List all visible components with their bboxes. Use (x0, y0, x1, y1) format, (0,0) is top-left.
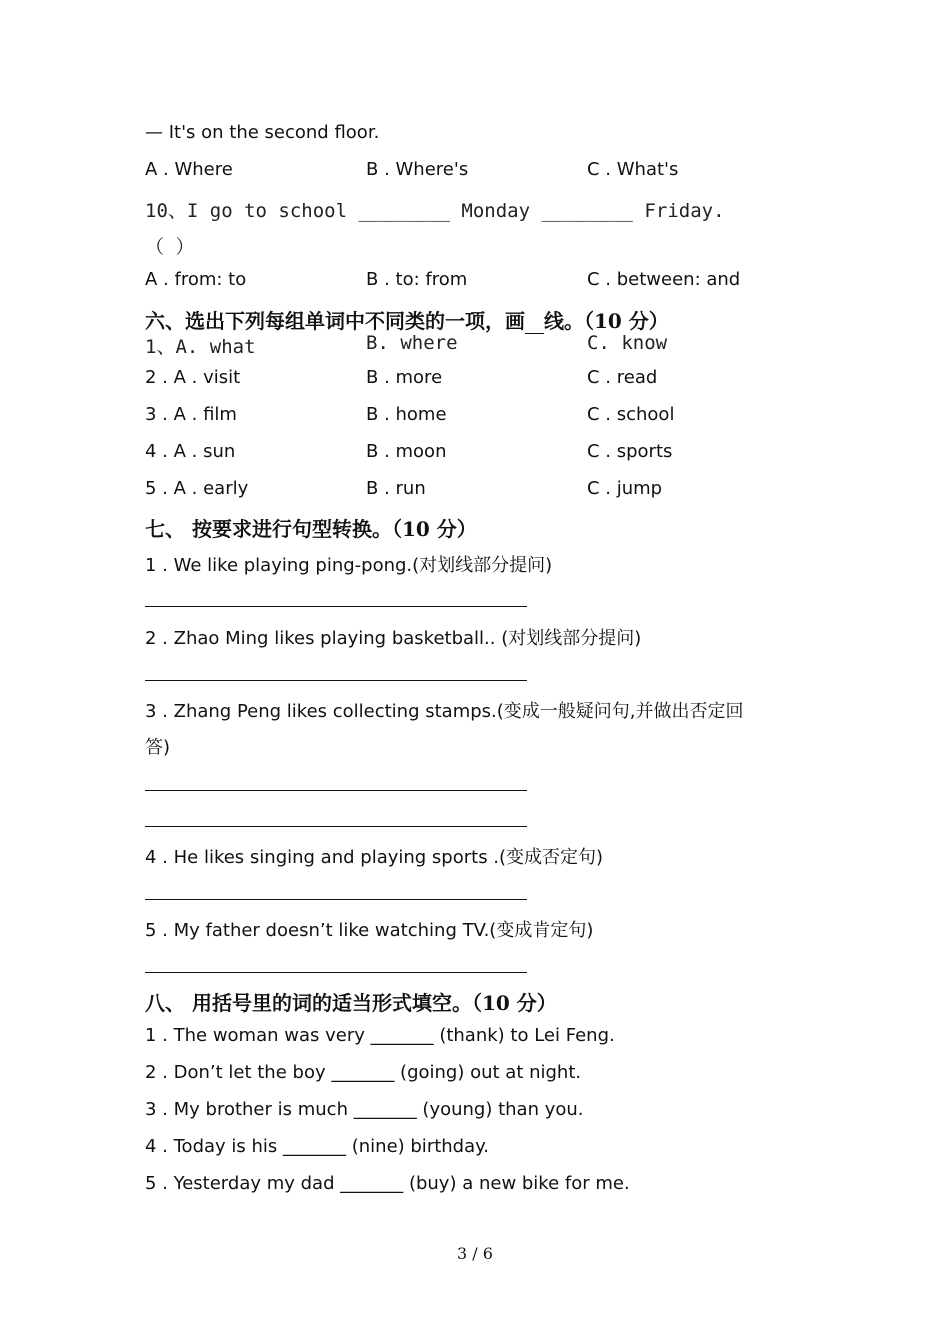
section8-title: 八、 用括号里的词的适当形式填空。（10 分） (145, 991, 557, 1015)
s6-row3-a: 3 . A . film (145, 404, 237, 425)
section7-title: 七、 按要求进行句型转换。（10 分） (145, 517, 477, 541)
s6-row3-b: B . home (366, 404, 447, 425)
s7-answer-line-4 (145, 899, 527, 900)
q10-option-c: C . between: and (587, 269, 741, 290)
s8-item-4: 4 . Today is his _______ (nine) birthday. (145, 1136, 489, 1157)
s8-item-5: 5 . Yesterday my dad _______ (buy) a new bike for me. (145, 1173, 630, 1194)
s7-item-3-cont: 答) (145, 737, 171, 758)
s6-row4-a: 4 . A . sun (145, 441, 236, 462)
s6-row3-c: C . school (587, 404, 675, 425)
s8-item-2: 2 . Don’t let the boy _______ (going) out at night. (145, 1062, 582, 1083)
s8-item-1: 1 . The woman was very _______ (thank) to Lei Feng. (145, 1025, 615, 1046)
s7-answer-line-1 (145, 606, 527, 607)
s6-row1-c: C. know (587, 332, 668, 354)
s7-answer-line-5 (145, 972, 527, 973)
s7-item-2: 2 . Zhao Ming likes playing basketball.. (对划线部分提问) (145, 628, 642, 649)
section6-title-underline (525, 309, 544, 334)
q10-option-a: A . from: to (145, 269, 247, 290)
s6-row5-c: C . jump (587, 478, 663, 499)
q9-option-a: A . Where (145, 159, 233, 180)
s6-row2-b: B . more (366, 367, 443, 388)
page-number: 3 / 6 (457, 1244, 493, 1263)
s6-row5-b: B . run (366, 478, 426, 499)
q9-answer-line: — It's on the second floor. (145, 122, 380, 143)
s6-row2-a: 2 . A . visit (145, 367, 241, 388)
s7-answer-line-3b (145, 826, 527, 827)
s7-item-4: 4 . He likes singing and playing sports .(变成否定句) (145, 847, 604, 868)
s7-answer-line-2 (145, 680, 527, 681)
section6-title-after: 线。（10 分） (543, 309, 669, 333)
q10-stem: 10、I go to school ________ Monday ________ Friday. (145, 200, 725, 222)
s7-item-5: 5 . My father doesn’t like watching TV.(变成肯定句) (145, 920, 594, 941)
s6-row5-a: 5 . A . early (145, 478, 249, 499)
q10-paren: （ ） (145, 236, 195, 258)
s7-item-1: 1 . We like playing ping-pong.(对划线部分提问) (145, 555, 553, 576)
q9-option-c: C . What's (587, 159, 679, 180)
section6-title (145, 305, 669, 334)
s6-row1-b: B. where (366, 332, 458, 354)
s7-answer-line-3a (145, 790, 527, 791)
s6-row4-c: C . sports (587, 441, 673, 462)
s6-row4-b: B . moon (366, 441, 447, 462)
s8-item-3: 3 . My brother is much _______ (young) than you. (145, 1099, 584, 1120)
s6-row2-c: C . read (587, 367, 658, 388)
q9-option-b: B . Where's (366, 159, 469, 180)
s6-row1-a: 1、A. what (145, 336, 256, 358)
section6-title-before: 六、选出下列每组单词中不同类的一项，画 (145, 309, 525, 333)
q10-option-b: B . to: from (366, 269, 468, 290)
s7-item-3: 3 . Zhang Peng likes collecting stamps.(变成一般疑问句,并做出否定回 (145, 701, 744, 722)
